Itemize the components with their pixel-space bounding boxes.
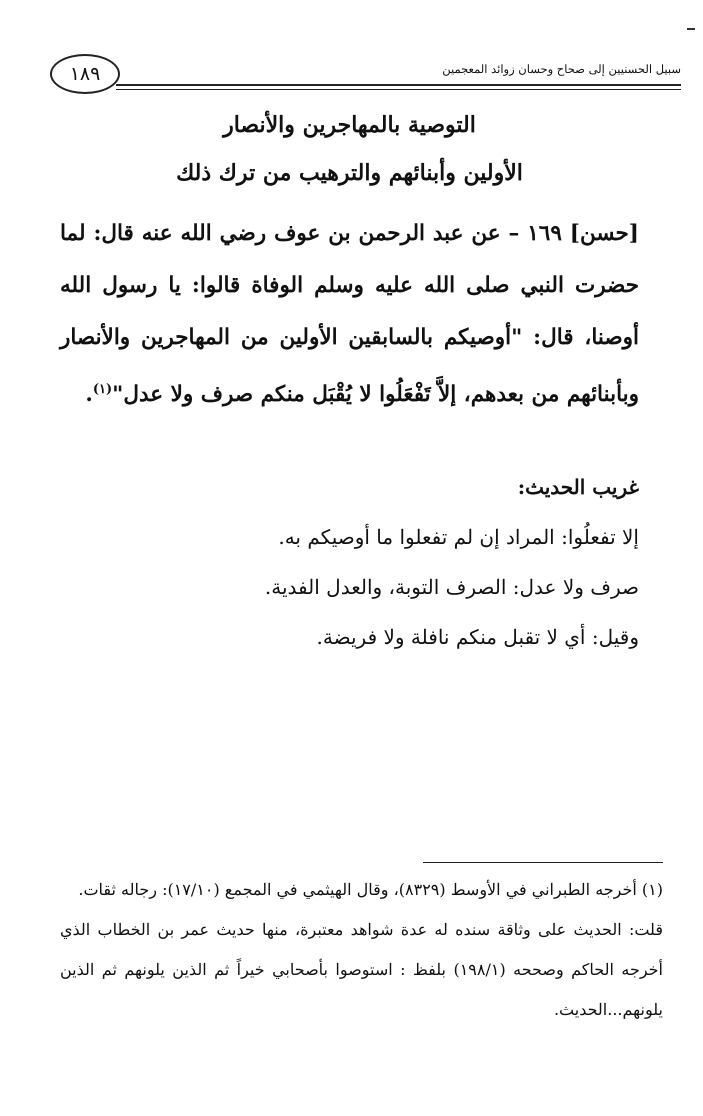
page-number: ١٨٩	[50, 54, 120, 94]
gharib-line: إلا تفعلُوا: المراد إن لم تفعلوا ما أوصيكم به.	[278, 525, 639, 549]
hadith-grade: [حسن]	[569, 221, 639, 246]
gharib-line: وقيل: أي لا تقبل منكم نافلة ولا فريضة.	[316, 625, 639, 649]
footnote-1: (١) أخرجه الطبراني في الأوسط (٨٣٢٩)، وقال الهيثمي في المجمع (١٧/١٠): رجاله ثقات.	[78, 880, 663, 899]
footnote-separator	[423, 862, 663, 863]
header-rule	[116, 84, 681, 86]
chapter-title-line-1: التوصية بالمهاجرين والأنصار	[223, 112, 476, 138]
chapter-title-line-2: الأولين وأبنائهم والترهيب من ترك ذلك	[176, 160, 523, 186]
footnotes	[60, 870, 663, 1030]
footnote-comment: قلت: الحديث على وثاقة سنده له عدة شواهد معتبرة، منها حديث عمر بن الخطاب الذي أخرجه الحاكم وصححه (١٩٨/١) بلفظ : استوصوا بأصحابي خيراً ثم الذين يلونهم ثم الذين يلونهم...الحديث.	[60, 920, 664, 1019]
hadith-end-mark: .	[85, 382, 93, 408]
running-title: سبيل الحسنيين إلى صحاح وحسان زوائد المعجمين	[442, 62, 681, 76]
gharib-section	[60, 462, 639, 662]
hadith-body: – عن عبد الرحمن بن عوف رضي الله عنه قال: لما حضرت النبي صلى الله عليه وسلم الوفاة قالوا: يا رسول الله أوصنا، قال: "أوصيكم بالسابقين الأولين من المهاجرين والأنصار وبأبنائهم من بعدهم، إلاَّ تَفْعَلُوا لا يُقْبَل منكم صرف ولا عدل"	[60, 221, 639, 408]
footnote-ref: (١)	[92, 382, 113, 397]
header-rule-thin	[116, 89, 681, 90]
hadith-text	[60, 208, 639, 421]
gharib-heading: غريب الحديث:	[517, 475, 639, 499]
gharib-line: صرف ولا عدل: الصرف التوبة، والعدل الفدية.	[264, 575, 639, 599]
hadith-number: ١٦٩	[527, 221, 562, 246]
page-header	[50, 52, 681, 94]
corner-mark	[687, 28, 695, 30]
